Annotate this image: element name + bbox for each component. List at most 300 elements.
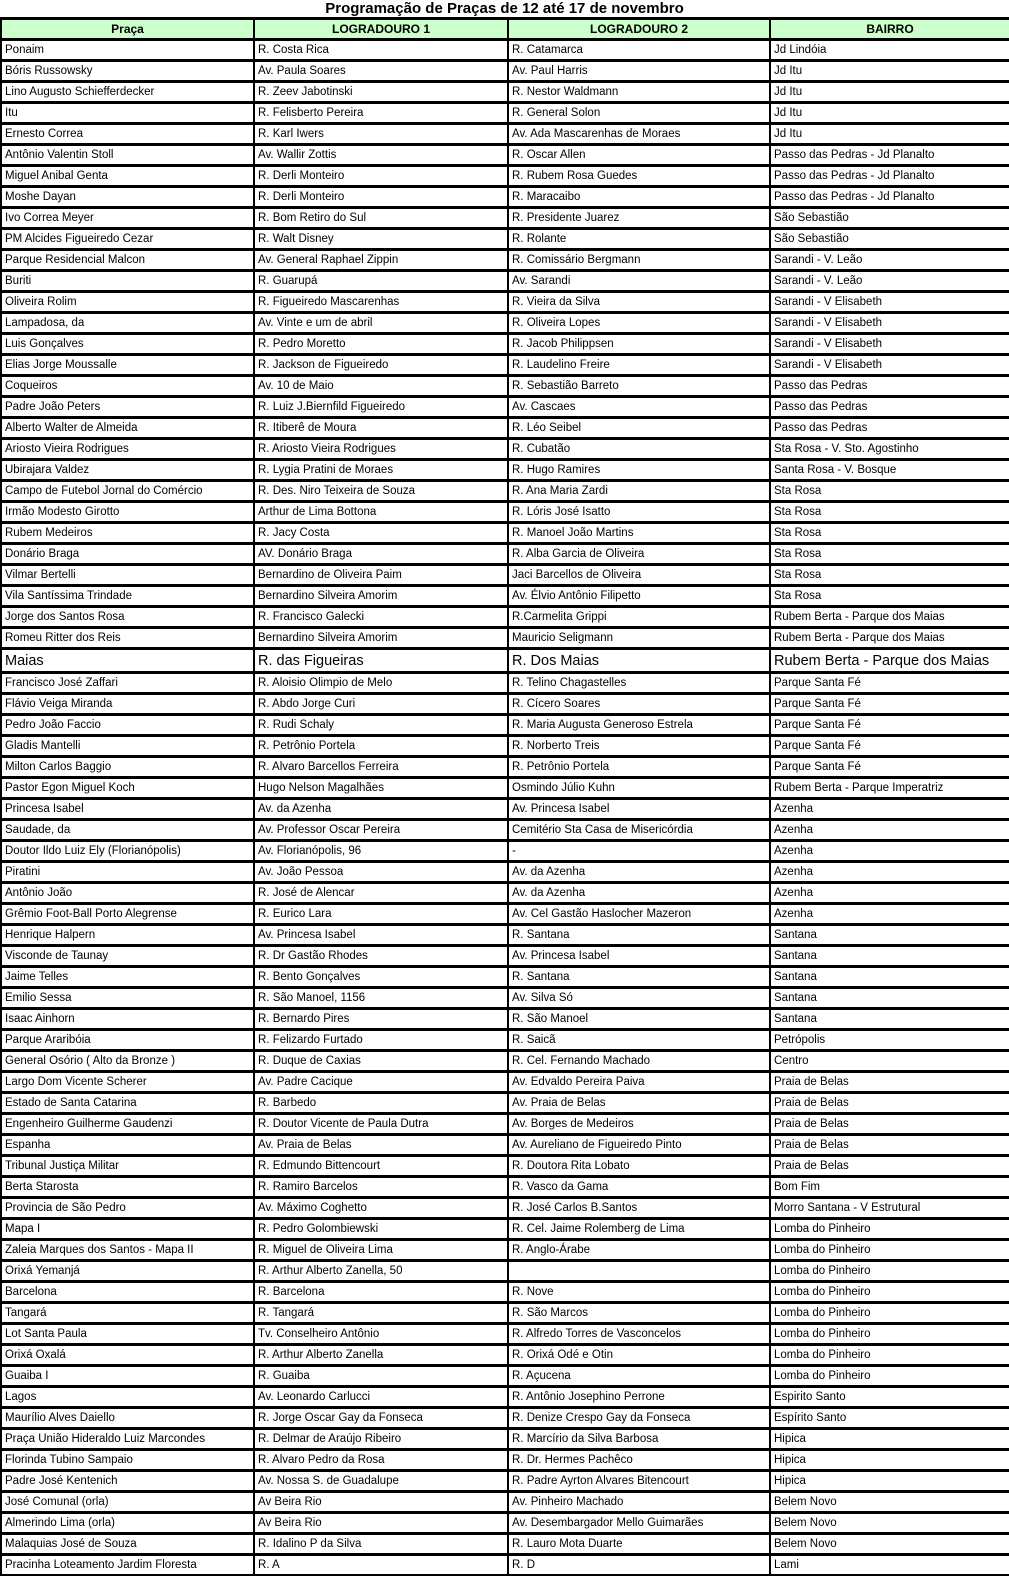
cell-logradouro1: R. Tangará [254, 1303, 508, 1324]
table-row [1, 418, 1009, 439]
table-row [1, 1156, 1009, 1177]
cell-logradouro1: Av. General Raphael Zippin [254, 250, 508, 271]
cell-logradouro2: R. Anglo-Árabe [508, 1240, 770, 1261]
cell-logradouro1: R. Jackson de Figueiredo [254, 355, 508, 376]
cell-logradouro2: R. Dr. Hermes Pachêco [508, 1450, 770, 1471]
cell-praca: Maias [1, 649, 254, 673]
cell-logradouro1: R. Abdo Jorge Curi [254, 694, 508, 715]
cell-bairro: São Sebastião [770, 208, 1009, 229]
table-row [1, 1345, 1009, 1366]
cell-logradouro1: R. Bernardo Pires [254, 1009, 508, 1030]
cell-logradouro2: R. Lauro Mota Duarte [508, 1534, 770, 1555]
cell-bairro: Lomba do Pinheiro [770, 1282, 1009, 1303]
cell-praca: Barcelona [1, 1282, 254, 1303]
cell-praca: Grêmio Foot-Ball Porto Alegrense [1, 904, 254, 925]
table-row [1, 1009, 1009, 1030]
table-row [1, 649, 1009, 673]
column-header-bairro: BAIRRO [770, 19, 1009, 40]
table-row [1, 715, 1009, 736]
cell-logradouro1: Av. João Pessoa [254, 862, 508, 883]
cell-bairro: Sta Rosa [770, 565, 1009, 586]
column-header-logradouro1: LOGRADOURO 1 [254, 19, 508, 40]
table-row [1, 250, 1009, 271]
table-row [1, 967, 1009, 988]
cell-logradouro1: R. Edmundo Bittencourt [254, 1156, 508, 1177]
cell-logradouro1: Av. Paula Soares [254, 61, 508, 82]
cell-logradouro2: R. D [508, 1555, 770, 1576]
table-row [1, 673, 1009, 694]
cell-praca: Moshe Dayan [1, 187, 254, 208]
cell-bairro: Rubem Berta - Parque dos Maias [770, 628, 1009, 649]
cell-logradouro1: R. Duque de Caxias [254, 1051, 508, 1072]
table-row [1, 1429, 1009, 1450]
cell-praca: Tribunal Justiça Militar [1, 1156, 254, 1177]
cell-logradouro1: Arthur de Lima Bottona [254, 502, 508, 523]
cell-logradouro1: Av. 10 de Maio [254, 376, 508, 397]
cell-bairro: Rubem Berta - Parque dos Maias [770, 607, 1009, 628]
cell-logradouro2: R. Nove [508, 1282, 770, 1303]
cell-logradouro1: Av. Leonardo Carlucci [254, 1387, 508, 1408]
cell-logradouro1: R. Felizardo Furtado [254, 1030, 508, 1051]
cell-praca: Miguel Anibal Genta [1, 166, 254, 187]
cell-bairro: Sarandi - V Elisabeth [770, 313, 1009, 334]
table-row [1, 757, 1009, 778]
table-row [1, 1030, 1009, 1051]
cell-logradouro2: R. Padre Ayrton Alvares Bitencourt [508, 1471, 770, 1492]
cell-logradouro1: R. Arthur Alberto Zanella [254, 1345, 508, 1366]
cell-logradouro2: R. Catamarca [508, 40, 770, 61]
cell-logradouro1: R. Zeev Jabotinski [254, 82, 508, 103]
cell-logradouro2: R. Ana Maria Zardi [508, 481, 770, 502]
cell-bairro: Hipica [770, 1471, 1009, 1492]
cell-logradouro1: Tv. Conselheiro Antônio [254, 1324, 508, 1345]
cell-bairro: Lomba do Pinheiro [770, 1345, 1009, 1366]
cell-bairro: Lomba do Pinheiro [770, 1219, 1009, 1240]
cell-logradouro2: R. Santana [508, 925, 770, 946]
cell-bairro: Sta Rosa [770, 502, 1009, 523]
cell-logradouro1: R. Bento Gonçalves [254, 967, 508, 988]
cell-logradouro2: R. Cícero Soares [508, 694, 770, 715]
table-row [1, 313, 1009, 334]
cell-praca: Jaime Telles [1, 967, 254, 988]
cell-logradouro2: R. Jacob Philippsen [508, 334, 770, 355]
table-row [1, 187, 1009, 208]
table-row [1, 841, 1009, 862]
table-row [1, 1303, 1009, 1324]
table-row [1, 271, 1009, 292]
cell-bairro: Santana [770, 967, 1009, 988]
cell-logradouro1: R. Derli Monteiro [254, 187, 508, 208]
table-row [1, 1555, 1009, 1576]
cell-bairro: Jd Lindóia [770, 40, 1009, 61]
cell-praca: Mapa I [1, 1219, 254, 1240]
cell-logradouro2: R. General Solon [508, 103, 770, 124]
cell-logradouro2 [508, 1261, 770, 1282]
table-row [1, 166, 1009, 187]
cell-bairro: Azenha [770, 883, 1009, 904]
cell-bairro: Passo das Pedras [770, 397, 1009, 418]
cell-logradouro1: R. Dr Gastão Rhodes [254, 946, 508, 967]
cell-bairro: Azenha [770, 862, 1009, 883]
cell-bairro: Lomba do Pinheiro [770, 1324, 1009, 1345]
cell-logradouro1: Bernardino Silveira Amorim [254, 586, 508, 607]
cell-bairro: Morro Santana - V Estrutural [770, 1198, 1009, 1219]
cell-praca: Lagos [1, 1387, 254, 1408]
cell-praca: Tangará [1, 1303, 254, 1324]
cell-praca: Elias Jorge Moussalle [1, 355, 254, 376]
cell-logradouro2: R. Antônio Josephino Perrone [508, 1387, 770, 1408]
cell-praca: Praça União Hideraldo Luiz Marcondes [1, 1429, 254, 1450]
cell-logradouro2: R. Alfredo Torres de Vasconcelos [508, 1324, 770, 1345]
cell-logradouro2: R. Oliveira Lopes [508, 313, 770, 334]
cell-bairro: Azenha [770, 904, 1009, 925]
cell-bairro: Sarandi - V Elisabeth [770, 355, 1009, 376]
cell-praca: Rubem Medeiros [1, 523, 254, 544]
cell-praca: Romeu Ritter dos Reis [1, 628, 254, 649]
cell-praca: Berta Starosta [1, 1177, 254, 1198]
cell-praca: Piratini [1, 862, 254, 883]
cell-bairro: Espirito Santo [770, 1387, 1009, 1408]
cell-bairro: Praia de Belas [770, 1135, 1009, 1156]
table-row [1, 292, 1009, 313]
cell-bairro: Jd Itu [770, 124, 1009, 145]
cell-logradouro2: Av. Cel Gastão Haslocher Mazeron [508, 904, 770, 925]
cell-logradouro1: Av. Wallir Zottis [254, 145, 508, 166]
cell-logradouro1: Bernardino de Oliveira Paim [254, 565, 508, 586]
cell-praca: Maurílio Alves Daiello [1, 1408, 254, 1429]
cell-logradouro1: R. Petrônio Portela [254, 736, 508, 757]
cell-logradouro1: R. Karl Iwers [254, 124, 508, 145]
cell-praca: Antônio Valentin Stoll [1, 145, 254, 166]
cell-logradouro2: R. Telino Chagastelles [508, 673, 770, 694]
table-row [1, 481, 1009, 502]
cell-logradouro1: R. Derli Monteiro [254, 166, 508, 187]
table-header-row [1, 19, 1009, 40]
cell-logradouro1: Av Beira Rio [254, 1492, 508, 1513]
cell-logradouro2: R.Carmelita Grippi [508, 607, 770, 628]
table-row [1, 523, 1009, 544]
cell-logradouro2: Av. Borges de Medeiros [508, 1114, 770, 1135]
cell-logradouro1: R. Idalino P da Silva [254, 1534, 508, 1555]
cell-logradouro2: Av. Princesa Isabel [508, 946, 770, 967]
cell-praca: Flávio Veiga Miranda [1, 694, 254, 715]
cell-logradouro1: R. das Figueiras [254, 649, 508, 673]
cell-logradouro1: Av. Florianópolis, 96 [254, 841, 508, 862]
cell-logradouro2: R. Saicã [508, 1030, 770, 1051]
cell-logradouro1: R. Walt Disney [254, 229, 508, 250]
cell-bairro: Santana [770, 1009, 1009, 1030]
table-row [1, 694, 1009, 715]
table-row [1, 1240, 1009, 1261]
cell-logradouro2: Cemitério Sta Casa de Misericórdia [508, 820, 770, 841]
cell-logradouro1: Av. Praia de Belas [254, 1135, 508, 1156]
cell-logradouro1: R. São Manoel, 1156 [254, 988, 508, 1009]
cell-logradouro1: R. Rudi Schaly [254, 715, 508, 736]
cell-praca: Padre José Kentenich [1, 1471, 254, 1492]
cell-logradouro2: Av. Élvio Antônio Filipetto [508, 586, 770, 607]
table-row [1, 862, 1009, 883]
cell-bairro: Sarandi - V. Leão [770, 271, 1009, 292]
cell-praca: Donário Braga [1, 544, 254, 565]
cell-logradouro1: R. Alvaro Barcellos Ferreira [254, 757, 508, 778]
table-row [1, 355, 1009, 376]
cell-praca: Milton Carlos Baggio [1, 757, 254, 778]
cell-logradouro2: R. Alba Garcia de Oliveira [508, 544, 770, 565]
table-row [1, 799, 1009, 820]
table-row [1, 1534, 1009, 1555]
cell-logradouro2: R. Vieira da Silva [508, 292, 770, 313]
cell-praca: Zaleia Marques dos Santos - Mapa II [1, 1240, 254, 1261]
cell-logradouro1: R. Jorge Oscar Gay da Fonseca [254, 1408, 508, 1429]
cell-praca: Ariosto Vieira Rodrigues [1, 439, 254, 460]
table-row [1, 460, 1009, 481]
table-row [1, 1324, 1009, 1345]
cell-praca: Emilio Sessa [1, 988, 254, 1009]
column-header-praca: Praça [1, 19, 254, 40]
cell-logradouro2: Av. Desembargador Mello Guimarães [508, 1513, 770, 1534]
cell-bairro: Sta Rosa [770, 481, 1009, 502]
cell-praca: Vila Santíssima Trindade [1, 586, 254, 607]
cell-praca: Parque Residencial Malcon [1, 250, 254, 271]
table-row [1, 1051, 1009, 1072]
cell-praca: Alberto Walter de Almeida [1, 418, 254, 439]
cell-bairro: Parque Santa Fé [770, 694, 1009, 715]
cell-praca: Ponaim [1, 40, 254, 61]
cell-logradouro2: Av. Pinheiro Machado [508, 1492, 770, 1513]
cell-logradouro1: R. Costa Rica [254, 40, 508, 61]
cell-praca: Antônio João [1, 883, 254, 904]
cell-bairro: Praia de Belas [770, 1072, 1009, 1093]
cell-logradouro2: R. Açucena [508, 1366, 770, 1387]
cell-logradouro1: Bernardino Silveira Amorim [254, 628, 508, 649]
table-row [1, 1093, 1009, 1114]
cell-logradouro2: R. Denize Crespo Gay da Fonseca [508, 1408, 770, 1429]
cell-logradouro2: Av. Cascaes [508, 397, 770, 418]
table-row [1, 208, 1009, 229]
cell-logradouro1: R. A [254, 1555, 508, 1576]
cell-logradouro2: Av. Aureliano de Figueiredo Pinto [508, 1135, 770, 1156]
table-row [1, 607, 1009, 628]
cell-logradouro2: Av. Edvaldo Pereira Paiva [508, 1072, 770, 1093]
cell-praca: General Osório ( Alto da Bronze ) [1, 1051, 254, 1072]
cell-praca: Pracinha Loteamento Jardim Floresta [1, 1555, 254, 1576]
cell-bairro: Lomba do Pinheiro [770, 1303, 1009, 1324]
cell-bairro: Lami [770, 1555, 1009, 1576]
cell-logradouro2: Av. Praia de Belas [508, 1093, 770, 1114]
cell-bairro: Passo das Pedras [770, 376, 1009, 397]
cell-praca: Lino Augusto Schiefferdecker [1, 82, 254, 103]
cell-logradouro1: R. Guarupá [254, 271, 508, 292]
cell-logradouro2: R. José Carlos B.Santos [508, 1198, 770, 1219]
cell-praca: Vilmar Bertelli [1, 565, 254, 586]
cell-bairro: Sta Rosa - V. Sto. Agostinho [770, 439, 1009, 460]
cell-logradouro1: R. Delmar de Araújo Ribeiro [254, 1429, 508, 1450]
table-row [1, 376, 1009, 397]
cell-logradouro2: R. Petrônio Portela [508, 757, 770, 778]
table-row [1, 1492, 1009, 1513]
cell-logradouro2: R. Dos Maias [508, 649, 770, 673]
cell-logradouro1: R. Pedro Golombiewski [254, 1219, 508, 1240]
cell-praca: José Comunal (orla) [1, 1492, 254, 1513]
cell-logradouro1: Av. Professor Oscar Pereira [254, 820, 508, 841]
cell-logradouro1: Av. Máximo Coghetto [254, 1198, 508, 1219]
cell-praca: Almerindo Lima (orla) [1, 1513, 254, 1534]
cell-bairro: Lomba do Pinheiro [770, 1240, 1009, 1261]
cell-logradouro2: Av. da Azenha [508, 862, 770, 883]
cell-bairro: Parque Santa Fé [770, 757, 1009, 778]
table-row [1, 925, 1009, 946]
cell-praca: Guaiba I [1, 1366, 254, 1387]
cell-logradouro2: R. Oscar Allen [508, 145, 770, 166]
cell-logradouro2: R. Rubem Rosa Guedes [508, 166, 770, 187]
table-row [1, 1366, 1009, 1387]
cell-logradouro2: R. Santana [508, 967, 770, 988]
cell-logradouro2: - [508, 841, 770, 862]
cell-bairro: Belem Novo [770, 1534, 1009, 1555]
cell-praca: Oliveira Rolim [1, 292, 254, 313]
cell-bairro: Parque Santa Fé [770, 736, 1009, 757]
cell-bairro: Santana [770, 925, 1009, 946]
cell-logradouro2: R. Vasco da Gama [508, 1177, 770, 1198]
cell-praca: Irmão Modesto Girotto [1, 502, 254, 523]
cell-logradouro1: Av. Padre Cacique [254, 1072, 508, 1093]
cell-logradouro2: R. Presidente Juarez [508, 208, 770, 229]
table-row [1, 778, 1009, 799]
cell-logradouro2: R. Lóris José Isatto [508, 502, 770, 523]
cell-logradouro2: R. Marcírio da Silva Barbosa [508, 1429, 770, 1450]
table-row [1, 565, 1009, 586]
cell-praca: Doutor Ildo Luiz Ely (Florianópolis) [1, 841, 254, 862]
cell-logradouro2: Mauricio Seligmann [508, 628, 770, 649]
cell-bairro: Azenha [770, 799, 1009, 820]
cell-bairro: Passo das Pedras - Jd Planalto [770, 166, 1009, 187]
cell-logradouro2: Osmindo Júlio Kuhn [508, 778, 770, 799]
cell-logradouro1: R. Jacy Costa [254, 523, 508, 544]
cell-bairro: Jd Itu [770, 82, 1009, 103]
cell-logradouro2: R. São Manoel [508, 1009, 770, 1030]
cell-logradouro1: Av. Nossa S. de Guadalupe [254, 1471, 508, 1492]
cell-praca: Luis Gonçalves [1, 334, 254, 355]
table-row [1, 1261, 1009, 1282]
cell-praca: Saudade, da [1, 820, 254, 841]
cell-praca: Jorge dos Santos Rosa [1, 607, 254, 628]
cell-logradouro2: R. São Marcos [508, 1303, 770, 1324]
cell-praca: Campo de Futebol Jornal do Comércio [1, 481, 254, 502]
cell-logradouro2: R. Doutora Rita Lobato [508, 1156, 770, 1177]
page-title: Programação de Praças de 12 até 17 de novembro [325, 0, 684, 17]
cell-logradouro2: R. Cel. Fernando Machado [508, 1051, 770, 1072]
cell-logradouro1: R. Barcelona [254, 1282, 508, 1303]
table-row [1, 883, 1009, 904]
cell-praca: Buriti [1, 271, 254, 292]
cell-bairro: Hipica [770, 1450, 1009, 1471]
cell-logradouro2: R. Manoel João Martins [508, 523, 770, 544]
table-row [1, 820, 1009, 841]
cell-bairro: Sta Rosa [770, 586, 1009, 607]
cell-logradouro1: R. Ramiro Barcelos [254, 1177, 508, 1198]
cell-bairro: Espírito Santo [770, 1408, 1009, 1429]
cell-logradouro1: R. Figueiredo Mascarenhas [254, 292, 508, 313]
cell-logradouro1: R. Alvaro Pedro da Rosa [254, 1450, 508, 1471]
cell-bairro: Praia de Belas [770, 1114, 1009, 1135]
table-row [1, 439, 1009, 460]
cell-logradouro1: R. Bom Retiro do Sul [254, 208, 508, 229]
cell-logradouro2: R. Maria Augusta Generoso Estrela [508, 715, 770, 736]
table-row [1, 1408, 1009, 1429]
pracas-table [0, 17, 1009, 1576]
table-body [1, 40, 1009, 1576]
table-row [1, 988, 1009, 1009]
cell-praca: Engenheiro Guilherme Gaudenzi [1, 1114, 254, 1135]
cell-praca: Bóris Russowsky [1, 61, 254, 82]
cell-logradouro1: Av. da Azenha [254, 799, 508, 820]
cell-bairro: Passo das Pedras [770, 418, 1009, 439]
cell-logradouro1: R. Miguel de Oliveira Lima [254, 1240, 508, 1261]
cell-bairro: Rubem Berta - Parque dos Maias [770, 649, 1009, 673]
cell-bairro: Jd Itu [770, 103, 1009, 124]
cell-bairro: Praia de Belas [770, 1093, 1009, 1114]
cell-bairro: Azenha [770, 841, 1009, 862]
cell-logradouro2: R. Hugo Ramires [508, 460, 770, 481]
cell-logradouro1: R. Francisco Galecki [254, 607, 508, 628]
cell-praca: PM Alcides Figueiredo Cezar [1, 229, 254, 250]
cell-logradouro2: Av. Sarandi [508, 271, 770, 292]
table-row [1, 628, 1009, 649]
cell-logradouro1: R. Itiberê de Moura [254, 418, 508, 439]
cell-logradouro2: R. Nestor Waldmann [508, 82, 770, 103]
cell-praca: Ubirajara Valdez [1, 460, 254, 481]
table-row [1, 1219, 1009, 1240]
cell-praca: Orixá Yemanjá [1, 1261, 254, 1282]
table-row [1, 1387, 1009, 1408]
cell-praca: Parque Araribóia [1, 1030, 254, 1051]
cell-logradouro2: R. Laudelino Freire [508, 355, 770, 376]
table-row [1, 145, 1009, 166]
cell-praca: Visconde de Taunay [1, 946, 254, 967]
cell-logradouro2: Av. Princesa Isabel [508, 799, 770, 820]
cell-logradouro1: R. Guaiba [254, 1366, 508, 1387]
cell-logradouro2: R. Comissário Bergmann [508, 250, 770, 271]
table-row [1, 124, 1009, 145]
cell-bairro: Santa Rosa - V. Bosque [770, 460, 1009, 481]
cell-logradouro2: R. Maracaibo [508, 187, 770, 208]
cell-praca: Largo Dom Vicente Scherer [1, 1072, 254, 1093]
cell-bairro: Belem Novo [770, 1492, 1009, 1513]
cell-logradouro1: R. Doutor Vicente de Paula Dutra [254, 1114, 508, 1135]
table-row [1, 502, 1009, 523]
cell-logradouro2: R. Léo Seibel [508, 418, 770, 439]
cell-praca: Ernesto Correa [1, 124, 254, 145]
cell-bairro: Hipica [770, 1429, 1009, 1450]
cell-logradouro1: R. Pedro Moretto [254, 334, 508, 355]
cell-bairro: São Sebastião [770, 229, 1009, 250]
column-header-logradouro2: LOGRADOURO 2 [508, 19, 770, 40]
cell-bairro: Santana [770, 946, 1009, 967]
table-row [1, 946, 1009, 967]
cell-logradouro1: R. Barbedo [254, 1093, 508, 1114]
cell-praca: Padre João Peters [1, 397, 254, 418]
cell-bairro: Bom Fim [770, 1177, 1009, 1198]
cell-logradouro2: R. Rolante [508, 229, 770, 250]
cell-logradouro1: Av. Vinte e um de abril [254, 313, 508, 334]
cell-logradouro2: Av. Silva Só [508, 988, 770, 1009]
cell-logradouro1: R. Lygia Pratini de Moraes [254, 460, 508, 481]
cell-logradouro2: Av. da Azenha [508, 883, 770, 904]
table-row [1, 586, 1009, 607]
cell-logradouro2: R. Norberto Treis [508, 736, 770, 757]
cell-praca: Gladis Mantelli [1, 736, 254, 757]
cell-logradouro2: R. Cel. Jaime Rolemberg de Lima [508, 1219, 770, 1240]
